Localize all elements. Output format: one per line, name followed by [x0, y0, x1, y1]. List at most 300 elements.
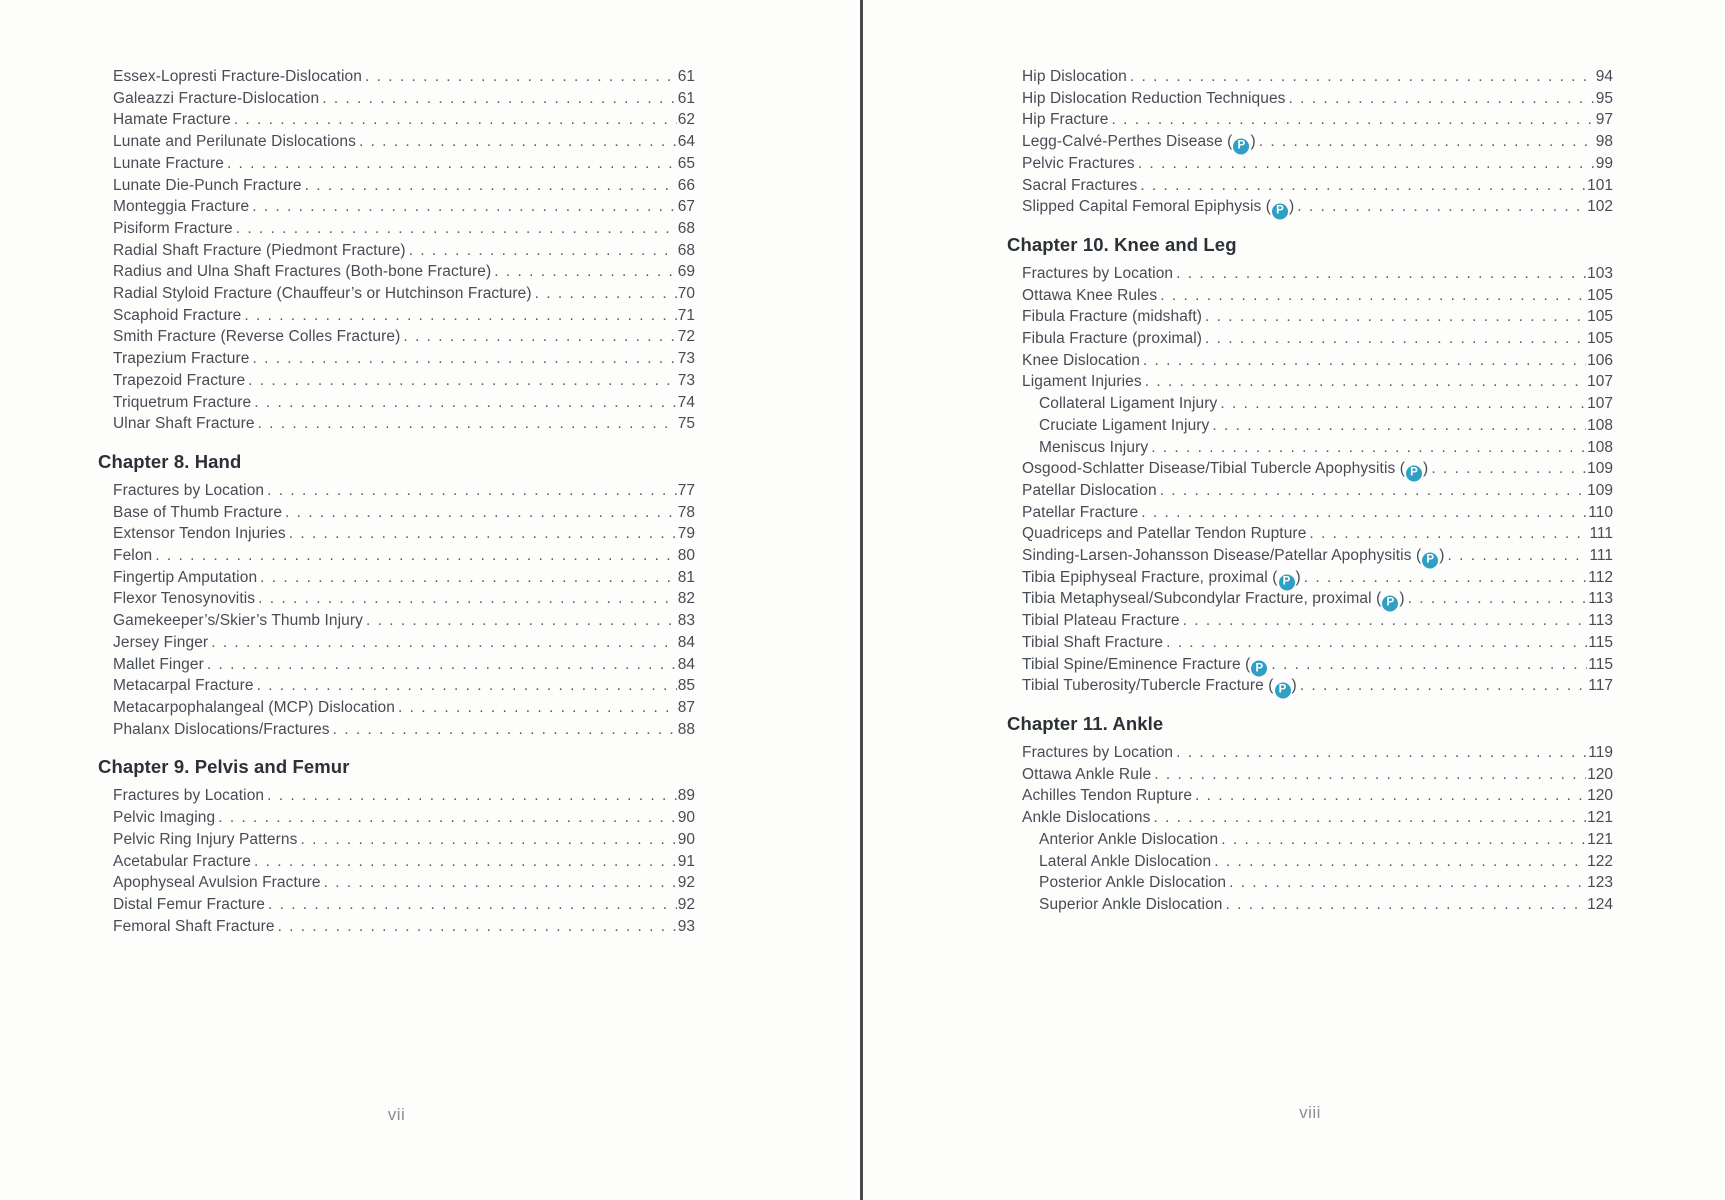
toc-entry [1007, 588, 1613, 610]
leader-dots [254, 851, 677, 873]
toc-entry-page: 111 [1589, 525, 1613, 543]
toc-entry-label: Fractures by Location [113, 787, 265, 805]
toc-entry-page: 119 [1588, 743, 1613, 761]
toc-entry [98, 829, 695, 851]
toc-entry [98, 175, 695, 197]
leader-dots [1160, 285, 1586, 307]
toc-entry-label: Tibia Metaphyseal/Subcondylar Fracture, proximal ( P ) [1022, 588, 1405, 610]
leader-dots [1111, 109, 1594, 131]
toc-entry-label: Tibial Shaft Fracture [1022, 633, 1164, 651]
leader-dots [366, 610, 677, 632]
toc-entry-label: Tibial Plateau Fracture [1022, 612, 1180, 630]
leader-dots [494, 261, 677, 283]
leader-dots [1154, 764, 1586, 786]
toc-entry [98, 567, 695, 589]
toc-entry-page: 61 [677, 68, 695, 85]
toc-entry-page: 97 [1595, 111, 1613, 129]
toc-entry-label: Osgood-Schlatter Disease/Tibial Tubercle Apophysitis ( P ) [1022, 458, 1428, 480]
toc-entry-label: Flexor Tenosynovitis [113, 590, 256, 608]
toc-entry [1007, 785, 1613, 807]
toc-entry [1007, 545, 1613, 567]
toc-entry [98, 283, 695, 305]
toc-entry-page: 69 [677, 263, 695, 281]
leader-dots [1145, 371, 1586, 393]
toc-entry-page: 89 [677, 787, 695, 805]
toc-entry-page: 105 [1587, 330, 1613, 348]
toc-entry-page: 105 [1587, 286, 1613, 304]
toc-entry-label: Pelvic Ring Injury Patterns [113, 830, 298, 848]
leader-dots [1153, 807, 1586, 829]
leader-dots [278, 916, 677, 938]
toc-entry-label: Acetabular Fracture [113, 852, 252, 870]
leader-dots [1259, 131, 1595, 153]
leader-dots [403, 326, 676, 348]
toc-entry [98, 916, 695, 938]
toc-page-right [1007, 66, 1613, 916]
leader-dots [1220, 393, 1586, 415]
toc-entry-page: 112 [1588, 568, 1613, 586]
toc-entry-label: Radius and Ulna Shaft Fractures (Both-bone Fracture) [113, 263, 492, 281]
toc-entry-page: 99 [1595, 154, 1613, 172]
toc-entry [1007, 894, 1613, 916]
toc-entry-label: Superior Ankle Dislocation [1039, 895, 1223, 913]
toc-entry-label: Fingertip Amputation [113, 568, 258, 586]
toc-entry [98, 851, 695, 873]
leader-dots [258, 413, 677, 435]
toc-entry-label: Lateral Ankle Dislocation [1039, 852, 1212, 870]
leader-dots [236, 218, 677, 240]
toc-entry-label: Hamate Fracture [113, 111, 231, 129]
toc-entry-label: Legg-Calvé-Perthes Disease ( P ) [1022, 131, 1256, 153]
toc-entry-page: 94 [1595, 68, 1613, 85]
toc-entry-page: 106 [1587, 351, 1613, 369]
toc-entry-page: 121 [1587, 809, 1613, 827]
toc-entry-label: Monteggia Fracture [113, 198, 250, 216]
toc-entry-page: 92 [677, 874, 695, 892]
leader-dots [1221, 829, 1586, 851]
folio-left: vii [387, 1105, 406, 1124]
chapter-heading: Chapter 11. Ankle [1007, 712, 1164, 734]
toc-entry-page: 74 [677, 393, 695, 411]
toc-entry-label: Ankle Dislocations [1022, 809, 1151, 827]
leader-dots [267, 480, 677, 502]
toc-entry [98, 894, 695, 916]
toc-entry-label: Fibula Fracture (midshaft) [1022, 308, 1203, 326]
chapter-heading: Chapter 9. Pelvis and Femur [98, 756, 350, 778]
toc-entry-page: 84 [677, 655, 695, 673]
toc-entry [98, 348, 695, 370]
toc-entry [98, 218, 695, 240]
toc-entry [98, 240, 695, 262]
leader-dots [1183, 610, 1588, 632]
pediatric-icon: P [1275, 683, 1291, 699]
pediatric-icon: P [1406, 466, 1422, 482]
toc-entry-label: Patellar Fracture [1022, 503, 1139, 521]
leader-dots [244, 305, 676, 327]
toc-entry [1007, 764, 1613, 786]
leader-dots [1431, 458, 1586, 480]
toc-entry [1007, 285, 1613, 307]
toc-entry-page: 115 [1588, 633, 1613, 651]
toc-entry-label: Trapezium Fracture [113, 350, 250, 368]
leader-dots [234, 109, 677, 131]
toc-entry [1007, 742, 1613, 764]
toc-entry-page: 79 [677, 525, 695, 543]
leader-dots [1176, 263, 1586, 285]
toc-entry [98, 545, 695, 567]
toc-entry-label: Cruciate Ligament Injury [1039, 416, 1210, 434]
toc-entry-label: Metacarpophalangeal (MCP) Dislocation [113, 698, 395, 716]
toc-entry-label: Fractures by Location [1022, 743, 1174, 761]
toc-entry-page: 121 [1587, 830, 1613, 848]
toc-entry-page: 107 [1587, 395, 1613, 413]
leader-dots [1229, 872, 1586, 894]
leader-dots [252, 196, 677, 218]
toc-entry-label: Patellar Dislocation [1022, 481, 1157, 499]
pediatric-icon: P [1422, 552, 1438, 568]
toc-entry [1007, 480, 1613, 502]
toc-entry-page: 78 [677, 503, 695, 521]
toc-entry-page: 85 [677, 677, 695, 695]
toc-entry-label: Anterior Ankle Dislocation [1039, 830, 1219, 848]
toc-entry-label: Meniscus Injury [1039, 438, 1149, 456]
toc-entry-label: Galeazzi Fracture-Dislocation [113, 89, 320, 107]
toc-entry-label: Hip Dislocation Reduction Techniques [1022, 89, 1286, 107]
pediatric-icon: P [1279, 574, 1295, 590]
toc-entry-label: Base of Thumb Fracture [113, 503, 283, 521]
toc-entry [98, 523, 695, 545]
toc-page-left [98, 66, 695, 937]
toc-entry-page: 84 [677, 633, 695, 651]
toc-entry-page: 111 [1589, 547, 1613, 565]
toc-entry-page: 62 [677, 111, 695, 129]
pediatric-icon: P [1382, 596, 1398, 612]
toc-entry-page: 80 [677, 547, 695, 565]
toc-entry-page: 102 [1587, 198, 1613, 216]
leader-dots [218, 807, 677, 829]
leader-dots [285, 502, 677, 524]
toc-entry-label: Triquetrum Fracture [113, 393, 252, 411]
toc-entry [98, 305, 695, 327]
toc-entry-page: 68 [677, 241, 695, 259]
toc-entry [98, 610, 695, 632]
toc-entry [1007, 654, 1613, 676]
toc-entry [1007, 415, 1613, 437]
toc-entry-page: 68 [677, 219, 695, 237]
toc-entry-page: 66 [677, 176, 695, 194]
toc-entry-label: Fibula Fracture (proximal) [1022, 330, 1203, 348]
toc-entry [1007, 675, 1613, 697]
toc-entry-label: Tibial Spine/Eminence Fracture ( P [1022, 654, 1268, 676]
toc-entry-label: Trapezoid Fracture [113, 371, 246, 389]
toc-entry-page: 92 [677, 895, 695, 913]
toc-entry [1007, 306, 1613, 328]
leader-dots [1226, 894, 1587, 916]
toc-entry [1007, 807, 1613, 829]
toc-entry-page: 115 [1588, 655, 1613, 673]
toc-entry [1007, 829, 1613, 851]
toc-entry-label: Posterior Ankle Dislocation [1039, 874, 1227, 892]
leader-dots [252, 348, 676, 370]
leader-dots [1205, 306, 1586, 328]
toc-entry-page: 91 [677, 852, 695, 870]
leader-dots [1289, 88, 1595, 110]
toc-entry-label: Pelvic Fractures [1022, 154, 1135, 172]
toc-entry [1007, 153, 1613, 175]
leader-dots [1212, 415, 1586, 437]
leader-dots [1140, 175, 1586, 197]
page-gutter-divider [860, 0, 863, 1200]
leader-dots [1143, 350, 1586, 372]
toc-entry-page: 83 [677, 612, 695, 630]
leader-dots [1176, 742, 1587, 764]
toc-entry [1007, 567, 1613, 589]
toc-entry-label: Knee Dislocation [1022, 351, 1140, 369]
leader-dots [1160, 480, 1586, 502]
leader-dots [267, 785, 677, 807]
toc-entry-label: Hip Fracture [1022, 111, 1109, 129]
toc-entry-page: 71 [677, 306, 695, 324]
toc-entry [98, 632, 695, 654]
leader-dots [1130, 66, 1595, 88]
leader-dots [248, 370, 677, 392]
toc-entry-label: Sinding-Larsen-Johansson Disease/Patellar Apophysitis ( P ) [1022, 545, 1445, 567]
toc-entry-label: Fractures by Location [1022, 264, 1174, 282]
toc-entry [1007, 350, 1613, 372]
leader-dots [1195, 785, 1586, 807]
toc-entry-label: Quadriceps and Patellar Tendon Rupture [1022, 525, 1307, 543]
toc-entry-label: Jersey Finger [113, 633, 209, 651]
toc-entry-page: 124 [1587, 895, 1613, 913]
toc-entry-label: Hip Dislocation [1022, 68, 1127, 85]
toc-entry-label: Mallet Finger [113, 655, 204, 673]
toc-entry-page: 103 [1587, 264, 1613, 282]
toc-entry-page: 108 [1587, 416, 1613, 434]
toc-entry-label: Essex-Lopresti Fracture-Dislocation [113, 68, 363, 85]
toc-entry [1007, 263, 1613, 285]
toc-entry-page: 109 [1587, 481, 1613, 499]
toc-entry [98, 675, 695, 697]
toc-entry [1007, 458, 1613, 480]
leader-dots [1309, 523, 1588, 545]
toc-entry-label: Ulnar Shaft Fracture [113, 415, 255, 433]
toc-entry-page: 87 [677, 698, 695, 716]
leader-dots [1205, 328, 1586, 350]
toc-entry-label: Tibial Tuberosity/Tubercle Fracture ( P ) [1022, 675, 1297, 697]
toc-entry [1007, 523, 1613, 545]
toc-entry-page: 67 [677, 198, 695, 216]
leader-dots [1166, 632, 1587, 654]
toc-entry-label: Tibia Epiphyseal Fracture, proximal ( P ) [1022, 567, 1301, 589]
toc-entry [1007, 872, 1613, 894]
toc-entry-page: 95 [1595, 89, 1613, 107]
toc-entry [1007, 851, 1613, 873]
toc-entry-page: 75 [677, 415, 695, 433]
toc-entry [98, 326, 695, 348]
toc-entry-page: 88 [677, 720, 695, 738]
folio-right: viii [1299, 1103, 1321, 1122]
chapter-heading: Chapter 10. Knee and Leg [1007, 233, 1237, 255]
leader-dots [1271, 654, 1587, 676]
toc-entry-label: Radial Styloid Fracture (Chauffeur’s or Hutchinson Fracture) [113, 285, 532, 303]
leader-dots [1141, 502, 1587, 524]
toc-entry [98, 88, 695, 110]
toc-entry-page: 120 [1587, 765, 1613, 783]
toc-entry-page: 93 [677, 917, 695, 935]
toc-entry [1007, 502, 1613, 524]
toc-entry [1007, 196, 1613, 218]
toc-entry-label: Pelvic Imaging [113, 809, 216, 827]
toc-entry-label: Gamekeeper’s/Skier’s Thumb Injury [113, 612, 363, 630]
toc-entry [98, 807, 695, 829]
toc-entry-page: 82 [677, 590, 695, 608]
toc-entry-label: Apophyseal Avulsion Fracture [113, 874, 321, 892]
toc-entry [1007, 131, 1613, 153]
toc-entry-page: 101 [1587, 176, 1613, 194]
leader-dots [1448, 545, 1589, 567]
pediatric-icon: P [1272, 204, 1288, 220]
toc-entry [98, 719, 695, 741]
pediatric-icon: P [1251, 661, 1267, 677]
toc-entry [98, 392, 695, 414]
toc-entry-label: Lunate and Perilunate Dislocations [113, 133, 356, 151]
chapter-heading: Chapter 8. Hand [98, 450, 242, 472]
toc-entry-page: 65 [677, 154, 695, 172]
toc-entry-page: 70 [677, 285, 695, 303]
toc-entry [98, 785, 695, 807]
toc-entry-page: 110 [1588, 503, 1613, 521]
leader-dots [155, 545, 676, 567]
pediatric-icon: P [1233, 138, 1249, 154]
leader-dots [409, 240, 677, 262]
leader-dots [1151, 437, 1586, 459]
toc-entry [98, 66, 695, 88]
leader-dots [268, 894, 677, 916]
toc-entry-page: 61 [677, 89, 695, 107]
toc-entry-page: 108 [1587, 438, 1613, 456]
toc-entry-page: 123 [1587, 874, 1613, 892]
toc-entry [1007, 437, 1613, 459]
toc-entry-label: Distal Femur Fracture [113, 895, 265, 913]
toc-entry-page: 77 [677, 481, 695, 499]
toc-entry [98, 413, 695, 435]
toc-entry-label: Achilles Tendon Rupture [1022, 787, 1193, 805]
toc-entry-label: Phalanx Dislocations/Fractures [113, 720, 330, 738]
toc-entry-label: Radial Shaft Fracture (Piedmont Fracture) [113, 241, 406, 259]
toc-entry [1007, 393, 1613, 415]
toc-entry-page: 120 [1587, 787, 1613, 805]
leader-dots [257, 675, 677, 697]
toc-entry [98, 502, 695, 524]
toc-entry-page: 122 [1587, 852, 1613, 870]
toc-entry [98, 480, 695, 502]
leader-dots [322, 88, 677, 110]
leader-dots [1408, 588, 1588, 610]
toc-entry [98, 697, 695, 719]
toc-entry-label: Slipped Capital Femoral Epiphysis ( P ) [1022, 196, 1294, 218]
toc-entry [98, 654, 695, 676]
leader-dots [1304, 567, 1587, 589]
toc-entry-label: Pisiform Fracture [113, 219, 233, 237]
toc-entry-label: Femoral Shaft Fracture [113, 917, 275, 935]
toc-entry-page: 72 [677, 328, 695, 346]
toc-entry-label: Scaphoid Fracture [113, 306, 242, 324]
toc-entry [98, 370, 695, 392]
toc-entry-label: Ottawa Knee Rules [1022, 286, 1158, 304]
leader-dots [1214, 851, 1586, 873]
toc-entry-page: 73 [677, 350, 695, 368]
leader-dots [260, 567, 677, 589]
toc-entry [98, 872, 695, 894]
leader-dots [300, 829, 676, 851]
toc-entry-page: 90 [677, 830, 695, 848]
toc-entry [98, 153, 695, 175]
leader-dots [535, 283, 677, 305]
leader-dots [305, 175, 677, 197]
toc-entry-page: 107 [1587, 373, 1613, 391]
toc-entry-label: Collateral Ligament Injury [1039, 395, 1218, 413]
toc-entry-page: 73 [677, 371, 695, 389]
toc-entry [98, 131, 695, 153]
toc-entry-page: 113 [1588, 612, 1613, 630]
leader-dots [359, 131, 677, 153]
toc-entry-page: 105 [1587, 308, 1613, 326]
leader-dots [207, 654, 677, 676]
leader-dots [254, 392, 676, 414]
toc-entry-label: Ligament Injuries [1022, 373, 1142, 391]
toc-entry-page: 109 [1587, 460, 1613, 478]
toc-entry-page: 98 [1595, 133, 1613, 151]
toc-entry [1007, 328, 1613, 350]
leader-dots [1138, 153, 1595, 175]
leader-dots [211, 632, 677, 654]
toc-entry [98, 588, 695, 610]
toc-entry-page: 81 [677, 568, 695, 586]
toc-entry [98, 196, 695, 218]
leader-dots [289, 523, 677, 545]
toc-entry [1007, 109, 1613, 131]
toc-entry-page: 64 [677, 133, 695, 151]
leader-dots [333, 719, 677, 741]
toc-entry-page: 113 [1588, 590, 1613, 608]
leader-dots [324, 872, 677, 894]
leader-dots [258, 588, 677, 610]
toc-entry-page: 117 [1588, 677, 1613, 695]
toc-entry-label: Sacral Fractures [1022, 176, 1138, 194]
leader-dots [227, 153, 677, 175]
toc-entry-label: Extensor Tendon Injuries [113, 525, 286, 543]
toc-entry-label: Fractures by Location [113, 481, 265, 499]
toc-entry [1007, 66, 1613, 88]
toc-entry-label: Lunate Fracture [113, 154, 224, 172]
leader-dots [1300, 675, 1588, 697]
toc-entry-label: Lunate Die-Punch Fracture [113, 176, 302, 194]
toc-entry [1007, 88, 1613, 110]
leader-dots [365, 66, 677, 88]
leader-dots [1297, 196, 1586, 218]
leader-dots [398, 697, 677, 719]
toc-entry-label: Felon [113, 547, 153, 565]
toc-entry [1007, 632, 1613, 654]
toc-entry-page: 90 [677, 809, 695, 827]
toc-entry-label: Metacarpal Fracture [113, 677, 254, 695]
toc-entry [98, 109, 695, 131]
toc-entry [1007, 610, 1613, 632]
toc-entry-label: Smith Fracture (Reverse Colles Fracture) [113, 328, 401, 346]
toc-entry [98, 261, 695, 283]
toc-entry [1007, 175, 1613, 197]
toc-entry [1007, 371, 1613, 393]
